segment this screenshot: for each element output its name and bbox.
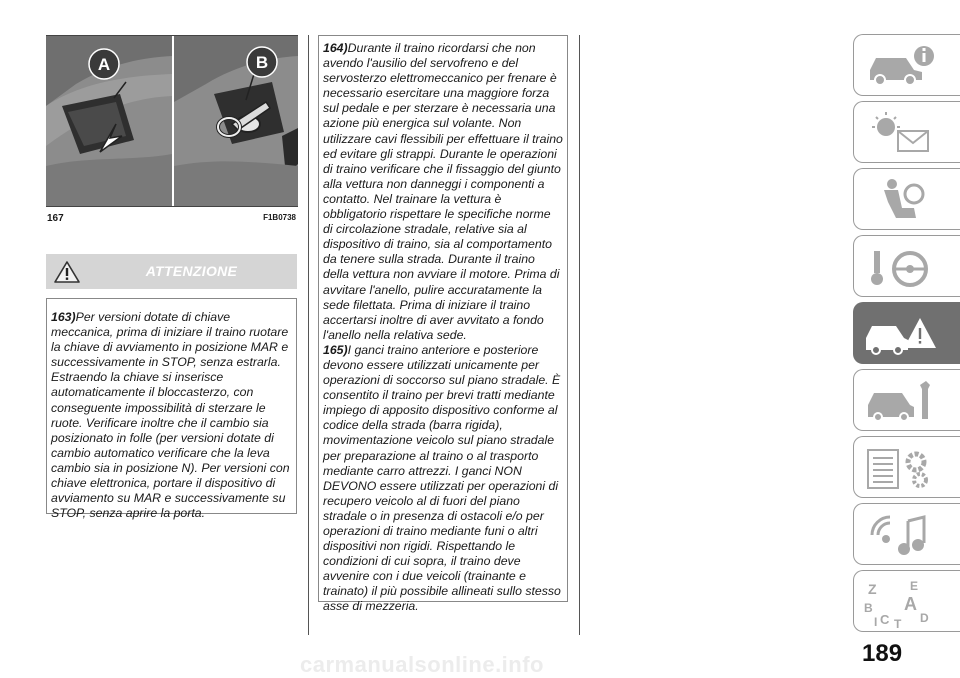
svg-text:E: E [910,579,919,593]
warning-header [46,254,297,289]
note-number: 165) [323,342,348,357]
car-maintenance-icon [862,375,942,427]
svg-text:T: T [894,617,902,628]
warning-box-164-165 [318,35,568,614]
svg-text:D: D [920,611,929,625]
tab-in-an-emergency[interactable] [853,302,960,364]
tab-starting-driving[interactable] [853,235,960,297]
warning-box-163 [46,298,297,521]
seat-airbag-icon [862,174,942,226]
tab-safety[interactable] [853,168,960,230]
column-divider [579,35,580,635]
page-number: 189 [862,640,903,667]
note-text: I ganci traino anteriore e posteriore devono essere utilizzati unicamente per operazioni di soccorso sul piano stradale. È consentito il traino per brevi tratti mediante impiego di apposito dispositivo conforme al codice della strada (barra rigida), movimentazione veicolo sul piano stradale per preparazione al traino o al trasporto mediante carro attrezzi. I ganci NON DEVONO essere utilizzati per operazioni di recupero veicolo al di fuori del piano stradale o in presenza di ostacoli e/o per operazioni di traino mediante funi o altri dispositivi non rigidi. Rispettando le condizioni di cui sopra, il traino deve avvenire con i due veicoli (trainante e trainato) il più possibile allineati sullo stesso asse di mezzeria. [323,342,561,614]
tab-index[interactable] [853,570,960,632]
car-info-icon [862,40,942,92]
tab-car-info[interactable] [853,34,960,96]
tab-technical-data[interactable] [853,436,960,498]
figure-label-b: B [255,53,269,72]
note-text: Per versioni dotate di chiave meccanica, prima di iniziare il traino ruotare la chiave di avviamento in posizione MAR e successivamente in STOP, senza estrarla. Estraendo la chiave si inserisce automaticamente il bloccasterzo, con conseguente impossibilità di sterzare le ruote. Verificare inoltre che il cambio sia posizionato in folle (per versioni dotate di cambio automatico verificare che la leva cambio sia in posizione N). Per versioni con chiave elettronica, portare il dispositivo di avviamento su MAR e successivamente su STOP, senza aprire la porta. [51,310,290,521]
tab-warning-lights[interactable] [853,101,960,163]
tab-multimedia[interactable] [853,503,960,565]
warning-title: ATTENZIONE [145,263,238,279]
svg-text:B: B [864,601,873,615]
note-number: 163) [51,310,76,324]
technical-data-icon [862,442,942,494]
figure-caption [46,213,298,227]
note-text: Durante il traino ricordarsi che non avendo l'ausilio del servofreno e del servosterzo elettromeccanico per frenare è necessario esercitare una maggiore forza sul pedale e per sterzare è necessaria una azione più energica sul volante. Non utilizzare cavi flessibili per effettuare il traino ed evitare gli strappi. Durante le operazioni di traino verificare che il fissaggio del giunto alla vettura non danneggi i componenti a contatto. Nel trainare la vettura è obbligatorio rispettare le specifiche norme di circolazione stradale, relative sia al dispositivo di traino, sia al comportamento da tenere sulla strada. Durante il traino della vettura non avviare il motore. Prima di avvitare l'anello, pulire accuratamente la sede filettata. Prima di iniziare il traino accertarsi inoltre di aver avvitato a fondo l'anello nella relativa sede. [323,41,563,342]
figure-number: 167 [47,213,64,224]
figure-label-a: A [97,55,111,74]
alphabetical-index-icon [862,576,942,628]
warning-lights-icon [862,107,942,159]
multimedia-icon [862,509,942,561]
svg-text:A: A [904,594,917,614]
svg-text:C: C [880,612,890,627]
note-number: 164) [323,41,348,55]
figure-167 [46,35,298,207]
note-165 [323,343,563,615]
svg-text:Z: Z [868,581,877,597]
watermark: carmanualsonline.info [300,652,544,677]
tow-hook-illustration [46,36,298,206]
emergency-car-icon [862,308,942,360]
column-divider [308,35,309,635]
figure-code: F1B0738 [263,213,296,222]
note-163 [51,310,293,521]
svg-text:I: I [874,615,878,628]
note-164 [323,41,563,343]
tab-maintenance[interactable] [853,369,960,431]
key-steering-wheel-icon [862,241,942,293]
